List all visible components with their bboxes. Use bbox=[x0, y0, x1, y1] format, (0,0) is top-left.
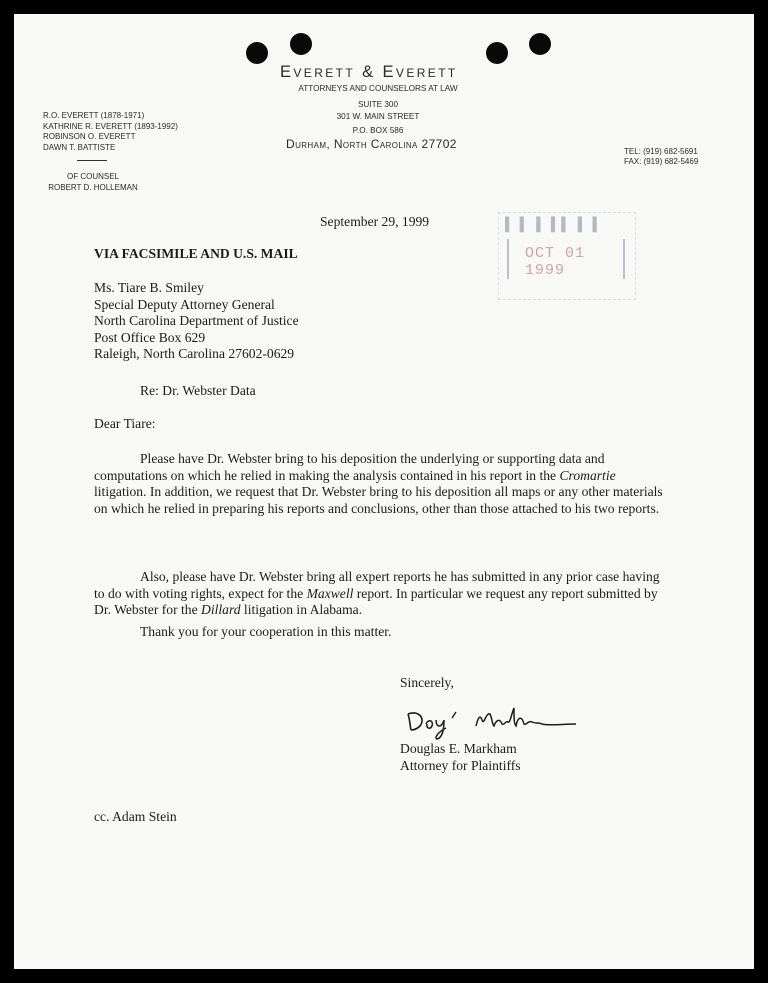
of-counsel bbox=[43, 172, 143, 193]
tel-number: TEL: (919) 682-5691 bbox=[624, 147, 698, 156]
stamp-date: OCT 01 1999 bbox=[525, 245, 586, 279]
signer-name: Douglas E. Markham bbox=[400, 741, 517, 756]
of-counsel-name: ROBERT D. HOLLEMAN bbox=[48, 182, 138, 192]
letter-page bbox=[14, 14, 754, 969]
punch-hole-3 bbox=[486, 42, 508, 64]
case-name: Cromartie bbox=[559, 467, 616, 483]
firm-street: 301 W. MAIN STREET bbox=[336, 112, 420, 121]
case-name: Maxwell bbox=[306, 585, 354, 601]
firm-suite: SUITE 300 bbox=[357, 100, 399, 109]
contact-numbers bbox=[624, 147, 698, 167]
paragraph-1: Please have Dr. Webster bring to his deposition the underlying or supporting data and computations on which he relied in making the analysis contained in his report in the Cromartie litigation. In addition, we request that Dr. Webster bring to his deposition all maps or any other materials on which he relied in preparing his reports and conclusions, other than those attached to his two reports. bbox=[94, 451, 663, 516]
recipient-line: Ms. Tiare B. Smiley bbox=[94, 280, 204, 295]
signer-title: Attorney for Plaintiffs bbox=[400, 757, 521, 773]
signer-block bbox=[400, 741, 521, 774]
subject-line: Re: Dr. Webster Data bbox=[140, 383, 256, 398]
punch-hole-2 bbox=[290, 33, 312, 55]
recipient-line: North Carolina Department of Justice bbox=[94, 313, 299, 329]
partner-name: ROBINSON O. EVERETT bbox=[43, 132, 136, 142]
partner-list bbox=[43, 111, 178, 153]
fax-number: FAX: (919) 682-5469 bbox=[624, 157, 699, 167]
paragraph-3: Thank you for your cooperation in this matter. bbox=[140, 624, 392, 639]
recipient-address bbox=[94, 280, 299, 363]
divider bbox=[77, 160, 107, 161]
letter-date: September 29, 1999 bbox=[320, 214, 430, 229]
signature bbox=[404, 700, 594, 740]
stamp-bar bbox=[507, 239, 509, 279]
closing: Sincerely, bbox=[400, 675, 454, 690]
recipient-line: Post Office Box 629 bbox=[94, 329, 206, 345]
greeting: Dear Tiare: bbox=[94, 416, 156, 431]
recipient-line: Special Deputy Attorney General bbox=[94, 296, 275, 312]
received-stamp bbox=[498, 212, 636, 300]
firm-po-box: P.O. BOX 586 bbox=[352, 126, 404, 135]
punch-hole-4 bbox=[529, 33, 551, 55]
stamp-header-mark: ▌▐ ▌▐▐ ▌▐ bbox=[505, 217, 599, 233]
firm-city: Durham, North Carolina 27702 bbox=[286, 137, 457, 151]
firm-subtitle: ATTORNEYS AND COUNSELORS AT LAW bbox=[298, 84, 458, 93]
of-counsel-label: OF COUNSEL bbox=[66, 172, 119, 181]
partner-name: KATHRINE R. EVERETT (1893-1992) bbox=[43, 121, 178, 131]
partner-name: DAWN T. BATTISTE bbox=[43, 142, 116, 152]
recipient-line: Raleigh, North Carolina 27602-0629 bbox=[94, 346, 295, 362]
punch-hole-1 bbox=[246, 42, 268, 64]
delivery-method: VIA FACSIMILE AND U.S. MAIL bbox=[94, 246, 298, 261]
case-name: Dillard bbox=[201, 602, 241, 618]
carbon-copy: cc. Adam Stein bbox=[94, 809, 177, 824]
firm-name: Everett & Everett bbox=[280, 63, 458, 81]
partner-name: R.O. EVERETT (1878-1971) bbox=[43, 111, 145, 120]
paragraph-2: Also, please have Dr. Webster bring all expert reports he has submitted in any prior case having to do with voting rights, expect for the Maxwell report. In particular we request any report submitted by Dr. Webster for the Dillard litigation in Alabama. bbox=[94, 569, 660, 618]
